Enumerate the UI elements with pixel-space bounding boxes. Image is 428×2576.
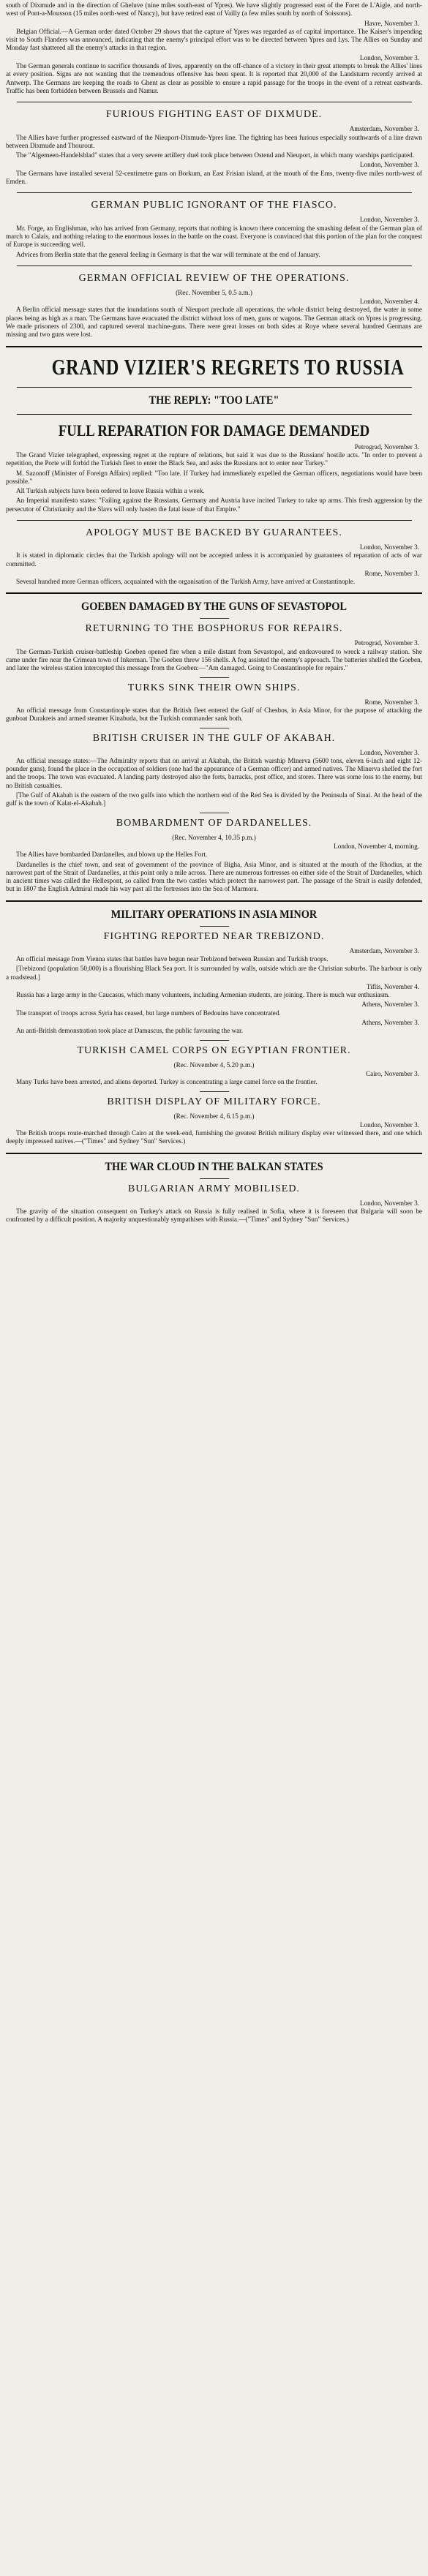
article-paragraph: The Germans have installed several 52-centimetre guns on Borkum, an East Frisian island, at the mouth of the Ems, twenty-five miles north-west of Emden. xyxy=(6,169,422,186)
short-rule xyxy=(200,1040,229,1041)
section-subheading: RETURNING TO THE BOSPHORUS FOR REPAIRS. xyxy=(85,623,343,635)
section-headline: MILITARY OPERATIONS IN ASIA MINOR xyxy=(110,908,318,921)
dateline: Athens, November 3. xyxy=(361,1001,419,1009)
dateline: Cairo, November 3. xyxy=(366,1069,419,1077)
article-paragraph: The Allies have further progressed eastward of the Nieuport-Dixmude-Ypres line. The fighting has been furious especially southwards of a line drawn between Dixmude and Thourout. xyxy=(6,133,422,149)
short-rule xyxy=(200,618,229,619)
article-paragraph: M. Sazonoff (Minister of Foreign Affairs) replied: "Too late. If Turkey had immediately expelled the German officers, negotiations would have been possible." xyxy=(6,469,422,485)
article-paragraph: Advices from Berlin state that the general feeling in Germany is that the war will terminate at the end of January. xyxy=(16,250,320,258)
article-paragraph: south of Dixmude and in the direction of Gheluve (nine miles south-east of Ypres). We have slightly progressed east of the Foret de L'Aigle, and north-west of Pont-a-Mousson (15 miles north-west of Nancy), but have retired east of Vailly (a few miles south by north of Soissons). xyxy=(6,1,422,18)
sub-headline: THE REPLY: "TOO LATE" xyxy=(149,393,279,407)
section-heading: GERMAN OFFICIAL REVIEW OF THE OPERATIONS. xyxy=(78,272,350,284)
short-rule xyxy=(200,926,229,927)
article-paragraph: Belgian Official.—A German order dated October 29 shows that the capture of Ypres was regarded as of capital importance. The Kaiser's impending visit to South Flanders was announced, indicating that the enemy's principal effort was to be directed between Ypres and Lys. The Allies on Sunday and Monday fast shattered all the enemy's attacks in that region. xyxy=(6,27,422,52)
article-paragraph: [The Gulf of Akabah is the eastern of the two gulfs into which the northern end of the Red Sea is divided by the Peninsula of Sinai. At the head of the gulf is the town of Kalat-el-Akabah.] xyxy=(6,791,422,807)
section-headline: THE WAR CLOUD IN THE BALKAN STATES xyxy=(105,1160,323,1173)
article-paragraph: A Berlin official message states that the inundations south of Nieuport preclude all operations, the whole district being destroyed, the water in some places being as high as a man. The Germans have evacuated the district without loss of men, guns or wagons. The German attack on Ypres is progressing. We made prisoners of 2300, and captured several machine-guns. There were great losses on both sides at Roye where several hundred Germans are missing and two guns were lost. xyxy=(6,306,422,339)
section-heading: BRITISH DISPLAY OF MILITARY FORCE. xyxy=(107,1096,321,1107)
article-paragraph: Several hundred more German officers, acquainted with the organisation of the Turkish Army, have arrived at Constantinople. xyxy=(16,578,356,586)
article-paragraph: Mr. Forge, an Englishman, who has arrived from Germany, reports that nothing is known there concerning the smashing defeat of the German plan of march to Calais, and nothing relating to the enormous losses in the battle on the coast. Everyone is convinced that this portion of the plan for the conquest of Europe is succeeding well. xyxy=(6,224,422,249)
article-paragraph: An anti-British demonstration took place at Damascus, the public favouring the war. xyxy=(16,1027,244,1035)
section-headline: GOEBEN DAMAGED BY THE GUNS OF SEVASTOPOL xyxy=(80,600,348,614)
received-note: (Rec. November 4, 6.15 p.m.) xyxy=(173,1112,255,1120)
headline-rule xyxy=(17,387,412,388)
dateline: Amsterdam, November 3. xyxy=(349,946,419,954)
deck-headline: FULL REPARATION FOR DAMAGE DEMANDED xyxy=(58,421,370,440)
dateline: Rome, November 3. xyxy=(364,698,419,706)
dateline: London, November 3. xyxy=(359,161,419,169)
section-divider xyxy=(6,900,422,902)
short-rule xyxy=(200,1091,229,1092)
article-paragraph: An official message from Vienna states that battles have begun near Trebizond between Russian and Turkish troops. xyxy=(16,955,328,963)
headline-rule xyxy=(17,414,412,415)
section-divider xyxy=(17,192,412,193)
article-paragraph: All Turkish subjects have been ordered to leave Russia within a week. xyxy=(16,487,205,495)
dateline: London, November 3. xyxy=(359,543,419,551)
article-paragraph: The German generals continue to sacrifice thousands of lives, apparently on the off-chance of a victory in their great attempts to break the Allies' lines at every position. Signs are not wanting that the tremendous offensive has been spent. It is reported that 20,000 of the Landsturm recently arrived at Antwerp. The Germans are keeping the roads to Ghent as clear as possible to ensure a rapid passage for the troops in the event of a retreat eastwards. Traffic has been forbidden between Brussels and Namur. xyxy=(6,62,422,94)
dateline: London, November 4. xyxy=(359,298,419,306)
article-paragraph: It is stated in diplomatic circles that the Turkish apology will not be accepted unless it is accompanied by guarantees of reparation of acts of war committed. xyxy=(6,551,422,568)
section-divider xyxy=(6,592,422,594)
article-paragraph: Russia has a large army in the Caucasus, which many volunteers, including Armenian students, are joining. There is much war enthusiasm. xyxy=(16,991,390,999)
dateline: Athens, November 3. xyxy=(361,1019,419,1027)
section-heading: APOLOGY MUST BE BACKED BY GUARANTEES. xyxy=(86,527,342,538)
section-subheading: FIGHTING REPORTED NEAR TREBIZOND. xyxy=(103,930,325,942)
section-subheading: BULGARIAN ARMY MOBILISED. xyxy=(128,1183,300,1194)
dateline: Havre, November 3. xyxy=(364,19,419,27)
article-paragraph: Many Turks have been arrested, and aliens deported. Turkey is concentrating a large camel force on the frontier. xyxy=(16,1078,318,1086)
article-paragraph: Dardanelles is the chief town, and seat of government of the province of Bigha, Asia Minor, and is situated at the mouth of the Rhodius, at the narrowest part of the Strait of Dardanelles, at this point only a mile across. There are numerous fortresses on either side of the Strait of Dardanelles, which in ancient times was called the Hellespont, so called from the two castles which protect the narrowest part. The passage of the Strait is easily defended, but in 1807 the English Admiral made his way past all the fortresses into the Sea of Marmora. xyxy=(6,860,422,893)
dateline: Petrograd, November 3. xyxy=(354,442,419,451)
dateline: Petrograd, November 3. xyxy=(354,639,419,647)
section-divider xyxy=(17,520,412,521)
received-note: (Rec. November 4, 5.20 p.m.) xyxy=(173,1061,255,1069)
article-paragraph: The German-Turkish cruiser-battleship Goeben opened fire when a mile distant from Sevastopol, and endeavoured to wreck a railway station. She came under fire near the Crimean town of Inkerman. The Goeben threw 156 shells. A fog assisted the enemy's approach. The batteries shelled the Goeben, and later the wireless station intercepted this message from the Goeben:—"Am damaged. Going to Constantinople for repairs." xyxy=(6,647,422,672)
received-note: (Rec. November 4, 10.35 p.m.) xyxy=(172,833,256,841)
dateline: London, November 3. xyxy=(359,53,419,61)
section-divider xyxy=(17,265,412,266)
article-paragraph: [Trebizond (population 50,000) is a flourishing Black Sea port. It is surrounded by walls, outside which are the Christian suburbs. The harbour is only a roadstead.] xyxy=(6,965,422,981)
section-heading: GERMAN PUBLIC IGNORANT OF THE FIASCO. xyxy=(91,200,337,211)
section-divider xyxy=(6,1153,422,1154)
article-paragraph: The gravity of the situation consequent on Turkey's attack on Russia is fully realised in Sofia, where it is foreseen that Bulgaria will soon be confronted by a difficult position. A majority unquestionably sympathises with Russia.—("Times" and Sydney "Sun" Services.) xyxy=(6,1208,422,1224)
section-heading: FURIOUS FIGHTING EAST OF DIXMUDE. xyxy=(105,109,323,121)
short-rule xyxy=(200,677,229,678)
article-paragraph: An official message from Constantinople states that the British fleet entered the Gulf of Chesbos, in Asia Minor, for the purpose of attacking the gunboat Durakreis and armed steamer Kinabuda, but the Turkish commander sank both. xyxy=(6,706,422,723)
dateline: London, November 3. xyxy=(359,1121,419,1129)
article-paragraph: The Grand Vizier telegraphed, expressing regret at the rupture of relations, but said it was due to the Russians' hostile acts. "In order to prevent a repetition, the Porte will forbid the Turkish fleet to enter the Black Sea, and asks the Russians not to enter near Turkey." xyxy=(6,451,422,467)
newspaper-column xyxy=(6,0,422,1224)
article-paragraph: An official message states:—The Admiralty reports that on arrival at Akabah, the British warship Minerva (5600 tons, eleven 6-inch and eight 12-pounder guns), found the place in the occupation of soldiers (one had the appearance of a German officer) and armed natives. The Minerva shelled the fort and the troops. The town was evacuated. A landing party destroyed also the forts, barracks, post office, and stores. There was some loss to the enemy, but no British casualties. xyxy=(6,756,422,789)
dateline: London, November 3. xyxy=(359,1199,419,1207)
article-paragraph: The Allies have bombarded Dardanelles, and blown up the Helles Fort. xyxy=(16,851,208,859)
section-heading: TURKS SINK THEIR OWN SHIPS. xyxy=(127,682,301,693)
dateline: London, November 3. xyxy=(359,748,419,756)
short-rule xyxy=(200,1178,229,1179)
article-paragraph: An Imperial manifesto states: "Failing against the Russians, Germany and Austria have incited Turkey to take up arms. This fresh aggression by the persecutor of Christianity and the Slavs will only hasten the fatal issue of that Empire." xyxy=(6,497,422,513)
main-headline: GRAND VIZIER'S REGRETS TO RUSSIA xyxy=(51,353,405,380)
dateline: Tiflis, November 4. xyxy=(366,982,419,990)
article-paragraph: The "Algemeen-Handelsblad" states that a very severe artillery duel took place between Ostend and Nieuport, in which many warships participated. xyxy=(16,151,415,159)
dateline: London, November 3. xyxy=(359,216,419,224)
dateline: Amsterdam, November 3. xyxy=(349,125,419,133)
section-divider xyxy=(6,346,422,347)
section-heading: BOMBARDMENT OF DARDANELLES. xyxy=(116,817,312,829)
article-paragraph: The transport of troops across Syria has ceased, but large numbers of Bedouins have concentrated. xyxy=(16,1009,281,1017)
dateline: London, November 4, morning. xyxy=(334,842,419,850)
section-heading: BRITISH CRUISER IN THE GULF OF AKABAH. xyxy=(92,732,336,744)
dateline: Rome, November 3. xyxy=(364,569,419,577)
received-note: (Rec. November 5, 0.5 a.m.) xyxy=(176,288,252,296)
article-paragraph: The British troops route-marched through Cairo at the week-end, furnishing the greatest British military display ever witnessed there, and one which deeply impressed natives.—("Times" and Sydney "Sun" Services.) xyxy=(6,1129,422,1145)
section-heading: TURKISH CAMEL CORPS ON EGYPTIAN FRONTIER. xyxy=(77,1044,351,1056)
